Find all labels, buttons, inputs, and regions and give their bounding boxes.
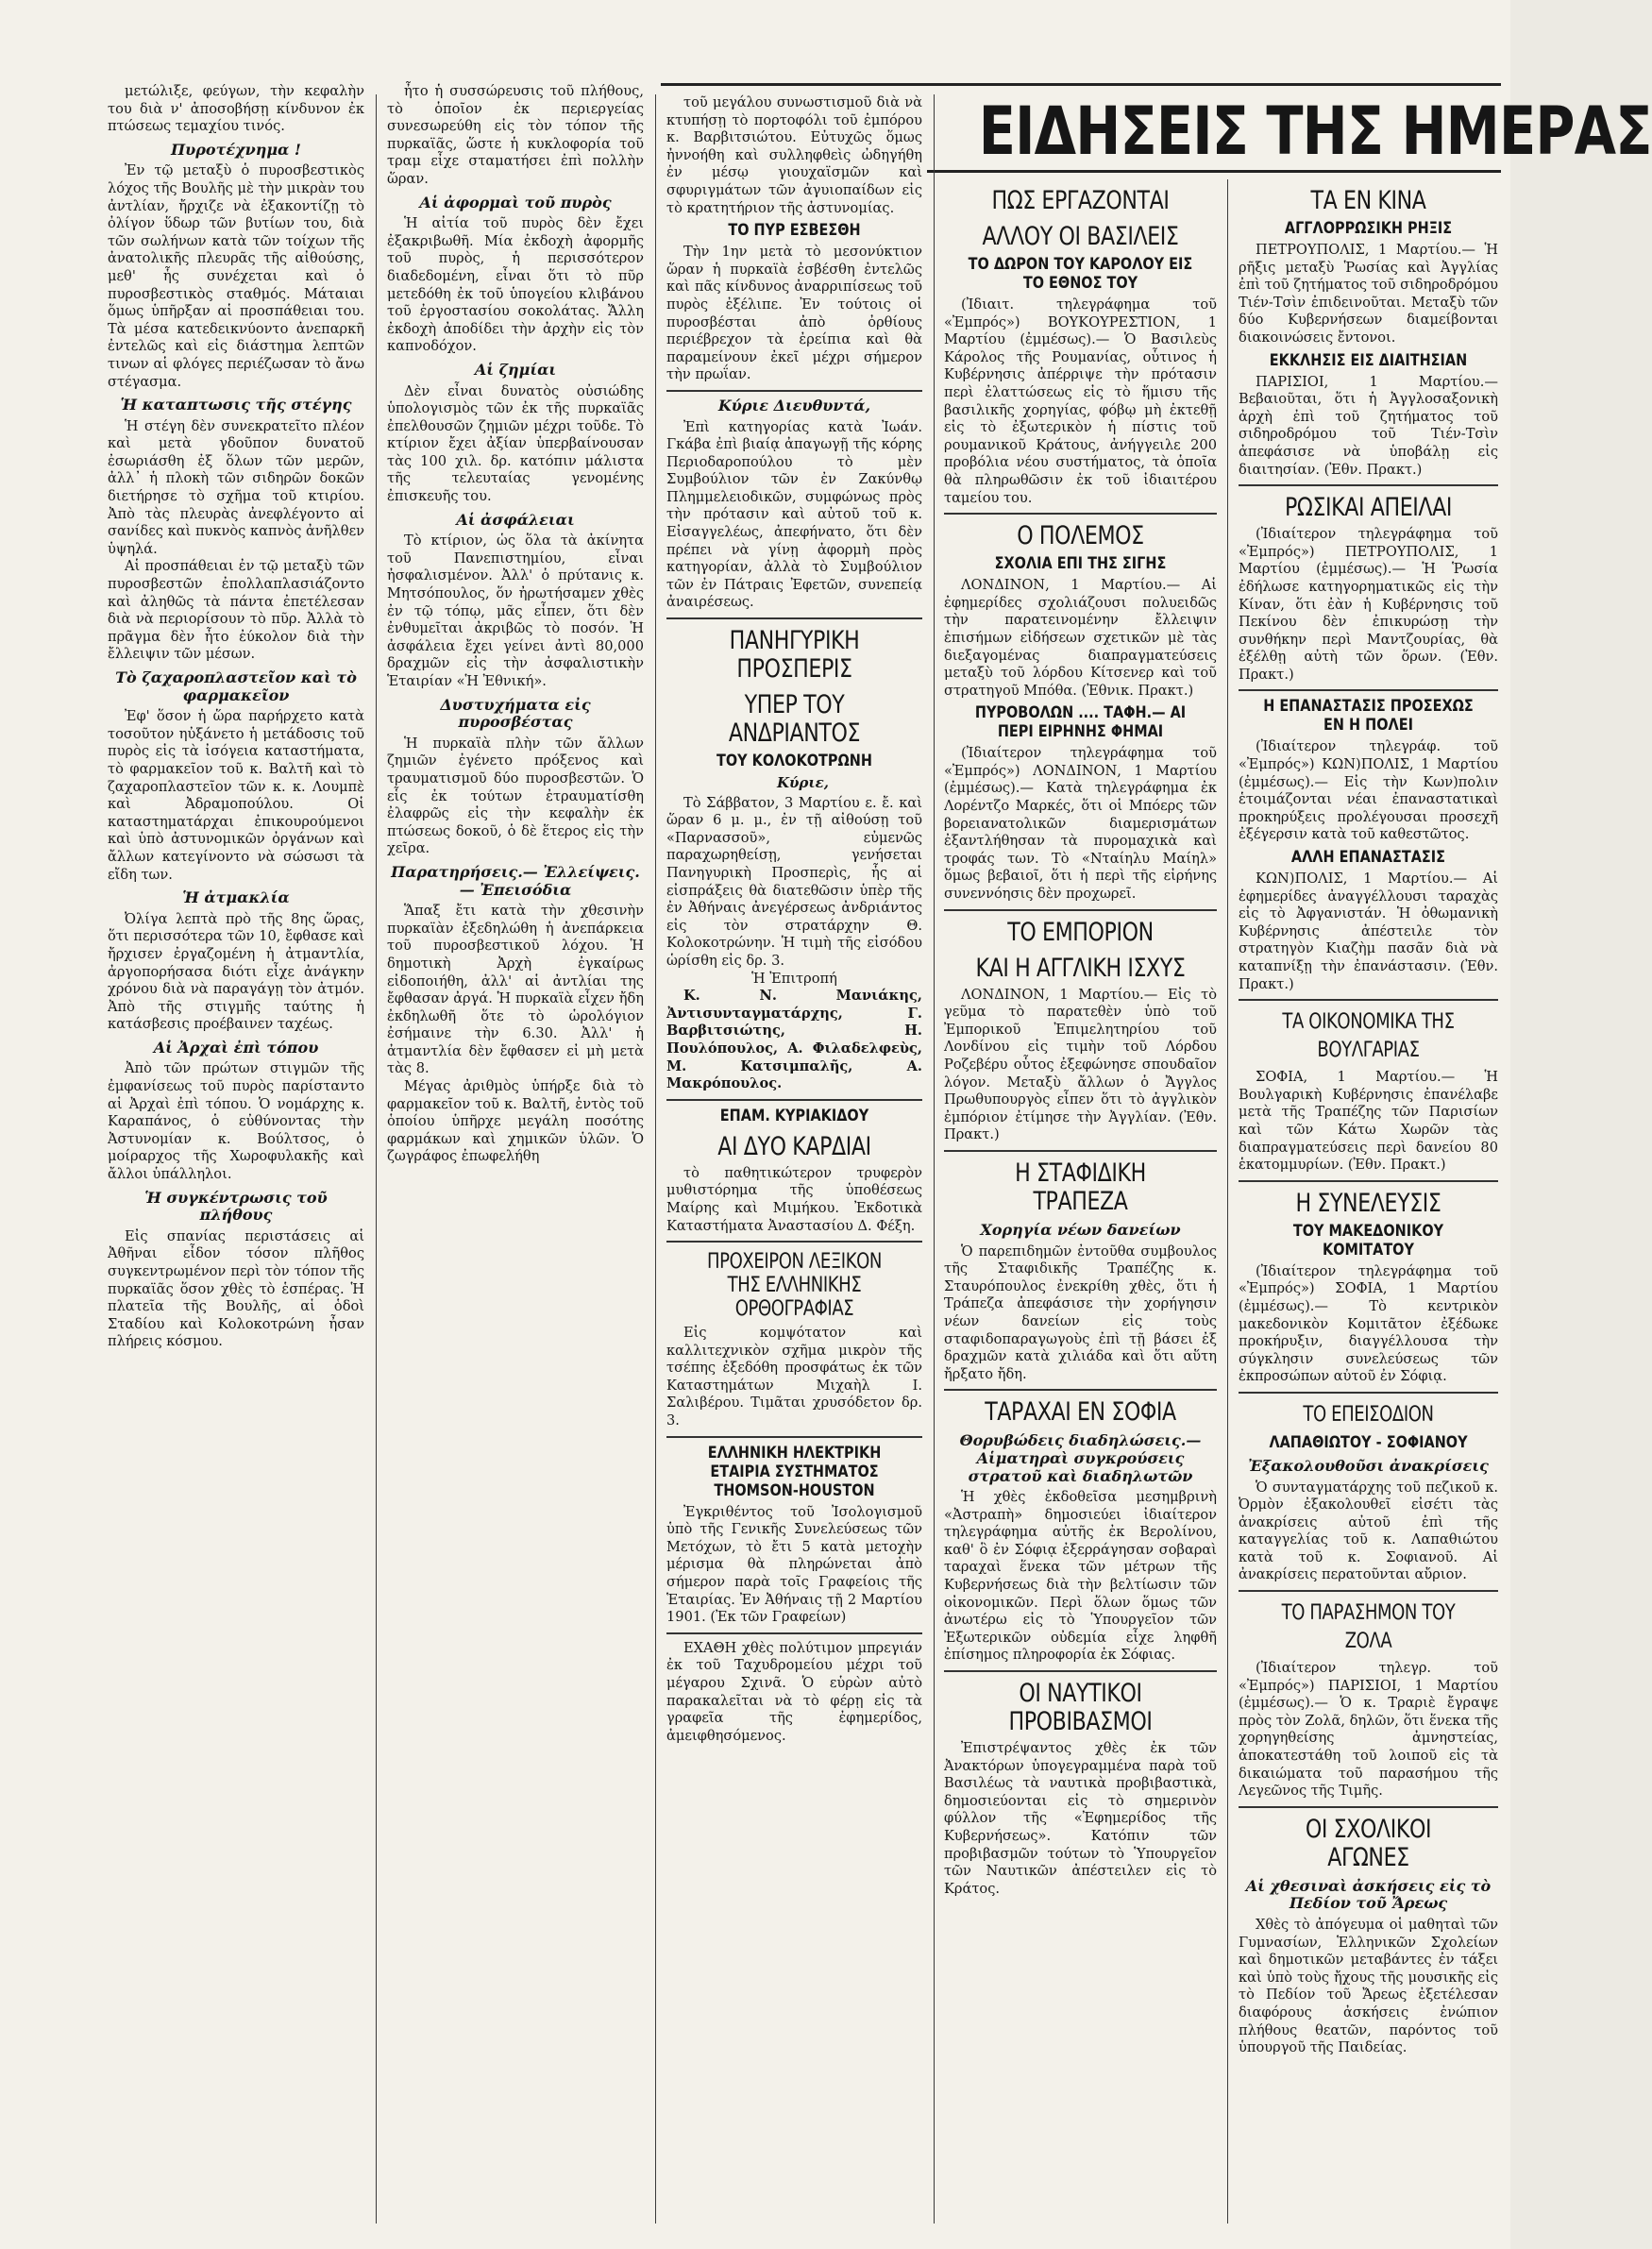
- article-text: Αἱ προσπάθειαι ἐν τῷ μεταξὺ τῶν πυροσβεστῶν ἐπολλαπλασιάζοντο καὶ ἀληθῶς τὰ πάντα ἐπετέλεσαν διὰ νὰ περιορίσουν τὸ πῦρ. Ἀλλὰ τὸ πρᾶγμα δὲν ἦτο ἐύκολον διὰ τὴν ἔλλειψιν τῶν μέσων.: [108, 558, 364, 663]
- news-heading: ΟΙ ΝΑΥΤΙΚΟΙ ΠΡΟΒΙΒΑΣΜΟΙ: [1008, 1679, 1153, 1737]
- news-text: Χθὲς τὸ ἀπόγευμα οἱ μαθηταὶ τῶν Γυμνασίων, Ἑλληνικῶν Σχολείων καὶ δημοτικῶν μεταβάντες ἐν τάξει καὶ ὑπὸ τοὺς ἤχους τῆς μουσικῆς εἰς τὸ Πεδίον τοῦ Ἄρεως ἐξετέλεσαν διαφόρους ἀσκήσεις ἐνώπιον πλήθους θεατῶν, παρόντος τοῦ ὑπουργοῦ τῆς Παιδείας.: [1239, 1917, 1498, 2056]
- article-text: Τὴν 1ην μετὰ τὸ μεσονύκτιον ὥραν ἡ πυρκαϊὰ ἐσβέσθη ἐντελῶς καὶ πᾶς κίνδυνος ἀναρριπίσεως τοῦ πυρὸς ἐξέλιπε. Ἐν τούτοις οἱ πυροσβέσται ἀπὸ ὀρθίους περιέβρεχον τὰ ἐρείπια καὶ θὰ παραμείνουν ἐκεῖ μέχρι σήμερον τὴν πρωΐαν.: [666, 244, 922, 383]
- article-text: ἦτο ἡ συσσώρευσις τοῦ πλήθους, τὸ ὁποῖον ἐκ περιεργείας συνεσωρεύθη εἰς τὸν τόπον τῆς πυρκαϊᾶς, ὥστε ἡ κυκλοφορία τοῦ τραμ εἶχε σταματήσει ἐπὶ πολλὴν ὥραν.: [387, 83, 644, 187]
- section-divider: [944, 1389, 1217, 1391]
- article-text: μετώλιξε, φεύγων, τὴν κεφαλὴν του διὰ ν' ἀποσοβήσῃ κίνδυνον ἐκ πτώσεως τεμαχίου τινός.: [108, 83, 364, 135]
- news-text: ΣΟΦΙΑ, 1 Μαρτίου.— Ἡ Βουλγαρικὴ Κυβέρνησις ἐπανέλαβε μετὰ τῆς Τραπέζης τῶν Παρισίων καὶ τῶν Κάτω Χωρῶν τὰς διαπραγματεύσεις περὶ δανείου 80 ἑκατομμυρίων. (Ἐθν. Πρακτ.): [1239, 1069, 1498, 1174]
- article-heading: Δυστυχήματα εἰς πυροσβέστας: [440, 695, 591, 732]
- news-heading: ΤΑ ΟΙΚΟΝΟΜΙΚΑ ΤΗΣ ΒΟΥΛΓΑΡΙΑΣ: [1282, 1010, 1455, 1063]
- article-heading: Ἡ ἀτμακλία: [182, 888, 290, 907]
- article-text: Ἐφ' ὅσον ἡ ὥρα παρήρχετο κατὰ τοσοῦτον ηὐξάνετο ἡ μετάδοσις τοῦ πυρὸς εἰς τὰ ἰσόγεια καταστήματα, τὸ φαρμακεῖον τοῦ κ. Βαλτῆ καὶ τὸ ζαχαροπλαστεῖον τῶν κ. κ. Λουμπὲ καὶ Ἀδραμοπούλου. Οἱ καταστηματάρχαι ἐπικουρούμενοι καὶ ὑπὸ ἀστυνομικῶν ὀργάνων καὶ ἄλλων κατεγίνοντο νὰ σώσωσι τὰ εἴδη των.: [108, 708, 364, 883]
- news-heading: ΑΛΛΗ ΕΠΑΝΑΣΤΑΣΙΣ: [1290, 848, 1446, 868]
- column-rule: [376, 94, 377, 2224]
- section-divider: [1239, 1392, 1498, 1394]
- column-2: [387, 83, 644, 2226]
- news-heading: Η ΕΠΑΝΑΣΤΑΣΙΣ ΠΡΟΣΕΧΩΣ ΕΝ Η ΠΟΛΕΙ: [1263, 697, 1474, 736]
- ad-text: Εἰς κομψότατον καὶ καλλιτεχνικὸν σχῆμα μικρὸν τῆς τσέπης ἐξεδόθη προσφάτως ἐκ τῶν Καταστημάτων Μιχαὴλ Ι. Σαλιβέρου. Τιμᾶται χρυσόδετον δρ. 3.: [666, 1325, 922, 1429]
- news-subheading: ΛΑΠΑΘΙΩΤΟΥ - ΣΟΦΙΑΝΟΥ: [1269, 1432, 1468, 1452]
- article-heading: Αἱ Ἀρχαὶ ἐπὶ τόπου: [153, 1038, 319, 1057]
- news-subheading: Χορηγία νέων δανείων: [980, 1220, 1181, 1239]
- news-text: (Ἰδιαίτερον τηλεγράφημα τοῦ «Ἐμπρός») ΛΟΝΔΙΝΟΝ, 1 Μαρτίου (ἐμμέσως).— Κατὰ τηλεγράφημα ἐκ Λορέντζο Μαρκές, ὅτι οἱ Μπόερς τῶν βορειανατολικῶν διαμερισμάτων ἐξαντλήθησαν τὰ πυρομαχικὰ καὶ τροφάς των. Τὸ «Νταίηλυ Μαίηλ» ὅμως βεβαιοῖ, ὅτι ἡ περὶ τῆς εἰρήνης συνεννόησις δὲν προχωρεῖ.: [944, 745, 1217, 903]
- news-text: (Ἰδιαίτερον τηλεγράφ. τοῦ «Ἐμπρός») ΚΩΝ)ΠΟΛΙΣ, 1 Μαρτίου (ἐμμέσως).— Εἰς τὴν Κων)πολιν ἑτοιμάζονται νέαι ἐπαναστατικαὶ προκηρύξεις προλέγουσαι προσεχῆ ἐξέγερσιν κατὰ τοῦ καθεστῶτος.: [1239, 738, 1498, 843]
- letter-heading: Κύριε Διευθυντά,: [717, 396, 871, 414]
- news-subheading: ΠΥΡΟΒΟΛΩΝ .... ΤΑΦΗ.— ΑΙ ΠΕΡΙ ΕΙΡΗΝΗΣ ΦΗΜΑΙ: [974, 703, 1187, 742]
- section-divider: [1239, 1806, 1498, 1808]
- section-divider: [1239, 689, 1498, 691]
- news-heading: ΤΑΡΑΧΑΙ ΕΝ ΣΟΦΙΑ: [985, 1397, 1176, 1428]
- column-3: [666, 94, 922, 2226]
- news-heading: ΤΟ ΕΠΕΙΣΟΔΙΟΝ: [1303, 1402, 1434, 1427]
- ad-text: τὸ παθητικώτερον τρυφερὸν μυθιστόρημα τῆς ὑποθέσεως Μαίρης καὶ Μιμήκου. Ἐκδοτικὰ Καταστήματα Ἀναστασίου Δ. Φέξη.: [666, 1164, 922, 1234]
- section-divider: [666, 617, 922, 619]
- article-text: ΕΧΑΘΗ χθὲς πολύτιμον μπρεγιάν ἐκ τοῦ Ταχυδρομείου μέχρι τοῦ μέγαρου Σχινᾶ. Ὁ εὑρὼν αὐτὸ παρακαλεῖται νὰ τὸ φέρῃ εἰς τὰ γραφεῖα τῆς ἐφημερίδος, ἀμειφθησόμενος.: [666, 1639, 922, 1744]
- news-heading: ΤΑ ΕΝ ΚΙΝΑ: [1310, 186, 1426, 215]
- column-4: [944, 179, 1217, 2226]
- article-text: Ἅπαξ ἔτι κατὰ τὴν χθεσινὴν πυρκαϊὰν ἐξεδηλώθη ἡ ἀνεπάρκεια τοῦ πυροσβεστικοῦ λόχου. Ἡ δημοτικὴ Ἀρχὴ ἐγκαίρως εἰδοποιήθη, ἀλλ' αἱ ἀντλίαι της ἔφθασαν ἀργά. Ἡ πυρκαϊὰ εἶχεν ἤδη ἐκδηλωθῆ ὅτε τὸ ὡρολόγιον ἐσήμαινε τὴν 6.30. Ἀλλ' ἡ ἀτμαντλία δὲν ἔφθασεν εἰ μὴ μετὰ τὰς 8.: [387, 903, 644, 1077]
- article-heading: Αἱ ζημίαι: [474, 360, 557, 379]
- column-rule: [1227, 179, 1228, 2224]
- news-text: ΛΟΝΔΙΝΟΝ, 1 Μαρτίου.— Αἱ ἐφημερίδες σχολιάζουσι πολυειδῶς τὴν παρατεινομένην ἔλλειψιν ἐπισήμων εἰδήσεων σχετικῶν μὲ τὰς διεξαγομένας διαπραγματεύσεις μεταξὺ τοῦ λόρδου Κίτσενερ καὶ τοῦ στρατηγοῦ Μπόθα. (Ἐθνικ. Πρακτ.): [944, 577, 1217, 699]
- news-heading: ΡΩΣΙΚΑΙ ΑΠΕΙΛΑΙ: [1284, 493, 1452, 523]
- news-text: Ἐπιστρέψαντος χθὲς ἐκ τῶν Ἀνακτόρων ὑπογεγραμμένα παρὰ τοῦ Βασιλέως τὰ ναυτικὰ προβιβαστικὰ, δημοσιεύονται εἰς τὸ σημερινὸν φύλλον τῆς «Ἐφημερίδος τῆς Κυβερνήσεως». Κατόπιν τῶν προβιβασμῶν τούτων τὸ Ὑπουργεῖον τῶν Ναυτικῶν ἀπέστειλεν εἰς τὸ Κράτος.: [944, 1740, 1217, 1897]
- section-divider: [666, 1632, 922, 1634]
- article-heading: Πυροτέχνημα !: [171, 140, 301, 159]
- ad-title: ΠΡΟΧΕΙΡΟΝ ΛΕΞΙΚΟΝ ΤΗΣ ΕΛΛΗΝΙΚΗΣ ΟΡΘΟΓΡΑΦΙΑΣ: [706, 1250, 883, 1322]
- news-text: (Ἰδιαίτερον τηλεγρ. τοῦ «Ἐμπρός») ΠΑΡΙΣΙΟΙ, 1 Μαρτίου (ἐμμέσως).— Ὁ κ. Τραριὲ ἔγραψε πρὸς τὸν Ζολᾶ, δηλῶν, ὅτι ἕνεκα τῆς χορηγηθείσης ἀμνηστείας, ἀποκατεστάθη τοῦ λοιποῦ εἰς τὰ δικαιώματα τοῦ παρασήμου τῆς Λεγεῶνος τῆς Τιμῆς.: [1239, 1660, 1498, 1800]
- section-divider: [944, 513, 1217, 515]
- news-heading: ΤΟ ΕΜΠΟΡΙΟΝ: [1007, 917, 1154, 947]
- article-text: Εἰς σπανίας περιστάσεις αἱ Ἀθῆναι εἶδον τόσον πλῆθος συγκεντρωμένον περὶ τὸν τόπον τῆς πυρκαϊᾶς ὅσον χθὲς τὸ ἑσπέρας. Ἡ πλατεῖα τῆς Βουλῆς, αἱ ὁδοὶ Σταδίου καὶ Κολοκοτρώνη ἦσαν πλήρεις κόσμου.: [108, 1227, 364, 1350]
- news-subheading: ΤΟ ΔΩΡΟΝ ΤΟΥ ΚΑΡΟΛΟΥ ΕΙΣ ΤΟ ΕΘΝΟΣ ΤΟΥ: [968, 255, 1193, 293]
- news-text: ΚΩΝ)ΠΟΛΙΣ, 1 Μαρτίου.— Αἱ ἐφημερίδες ἀναγγέλλουσι ταραχὰς εἰς τὸ Ἀφγανιστάν. Ἡ ὀθωμανικὴ Κυβέρνησις ἀπέστειλε τὸν στρατηγὸν Κιαζὴμ πασᾶν διὰ νὰ καταπνίξῃ τὴν ἐπανάστασιν. (Ἐθν. Πρακτ.): [1239, 871, 1498, 992]
- article-text: Κ. Ν. Μανιάκης, Ἀντισυνταγματάρχης, Γ. Βαρβιτσιώτης, Η. Πουλόπουλος, Α. Φιλαδελφεὺς, Μ. Κατσιμπαλῆς, Α. Μακρόπουλος.: [666, 988, 922, 1092]
- news-text: ΠΕΤΡΟΥΠΟΛΙΣ, 1 Μαρτίου.— Ἡ ρῆξις μεταξὺ Ῥωσίας καὶ Ἀγγλίας ἐπὶ τοῦ ζητήματος τοῦ σιδηροδρόμου Τιέν-Τσὶν ἐπιδεινοῦται. Μεταξὺ τῶν δύο Κυβερνήσεων διαμείβονται διακοινώσεις ἔντονοι.: [1239, 242, 1498, 346]
- article-text: Ἡ στέγη δὲν συνεκρατεῖτο πλέον καὶ μετὰ γδοῦπον δυνατοῦ ἐσωριάσθη ἐξ ὅλων τῶν μερῶν, ἀλλ᾽ ἡ πλοκὴ τῶν σιδηρῶν δοκῶν διετήρησε τὸ σχῆμα τοῦ κτιρίου. Ἀπὸ τὰς πλευρὰς ἀνεφλέγοντο αἱ σανίδες καὶ πυκνὸς καπνὸς ἀνῆλθεν ὑψηλά.: [108, 417, 364, 557]
- article-text: Ἐπὶ κατηγορίας κατὰ Ἰωάν. Γκάβα ἐπὶ βιαίᾳ ἀπαγωγῇ τῆς κόρης Περιοδαροπούλου τὸ μὲν Συμβούλιον τῶν ἐν Ζακύνθῳ Πλημμελειοδικῶν, συμφώνως πρὸς τὴν πρότασιν καὶ αὐτοῦ τοῦ κ. Εἰσαγγελέως, ἀπεφήνατο, ὅτι δὲν πρέπει νὰ γίνῃ ἀφορμὴ πρὸς κατηγορίαν, ἀλλὰ τὸ Συμβούλιον τῶν ἐν Πάτραις Ἐφετῶν, συνεπείᾳ ἀναιρέσεως.: [666, 418, 922, 611]
- column-rule: [934, 94, 935, 2224]
- announcement-heading: ΥΠΕΡ ΤΟΥ ΑΝΔΡΙΑΝΤΟΣ: [728, 690, 861, 749]
- article-text: Μέγας ἀριθμὸς ὑπήρξε διὰ τὸ φαρμακεῖον τοῦ κ. Βαλτῆ, ἐντὸς τοῦ ὁποίου ὑπῆρχε μεγάλη ποσότης φαρμάκων καὶ χημικῶν ὑλῶν. Ὁ ζωγράφος ἐπωφελήθη: [387, 1078, 644, 1165]
- news-subheading: ΑΓΓΛΟΡΡΩΣΙΚΗ ΡΗΞΙΣ: [1284, 219, 1453, 238]
- news-text: ΛΟΝΔΙΝΟΝ, 1 Μαρτίου.— Εἰς τὸ γεῦμα τὸ παρατεθὲν ὑπὸ τοῦ Ἐμπορικοῦ Ἐπιμελητηρίου τοῦ Λονδίνου εἰς τιμὴν τοῦ Λόρδου Ροζεβέρυ οὗτος ἐξεφώνησε σπουδαῖον λόγον. Μεταξὺ ἄλλων ὁ Ἄγγλος Πρωθυπουργὸς εἶπεν ὅτι τὸ ἀγγλικὸν ἐμπόριον ἐτίμησε τὴν Ἀγγλίαν. (Ἐθν. Πρακτ.): [944, 986, 1217, 1143]
- article-text: Ὀλίγα λεπτὰ πρὸ τῆς 8ης ὥρας, ὅτι περισσότερα τῶν 10, ἔφθασε καὶ ἤρχισεν ἐργαζομένη ἡ ἀτμαντλία, ἀργοπορήσασα διότι εἶχε ἀνάγκην χρόνου διὰ νὰ παραγάγῃ τὸν ἀτμόν. Ἀπὸ τῆς στιγμῆς ταύτης ἡ κατάσβεσις προέβαινεν ταχέως.: [108, 910, 364, 1033]
- signature-label: Ἡ Ἐπιτροπή: [751, 970, 837, 987]
- article-heading: Τὸ ζαχαροπλαστεῖον καὶ τὸ φαρμακεῖον: [115, 668, 357, 704]
- announcement-subheading: ΤΟΥ ΚΟΛΟΚΟΤΡΩΝΗ: [716, 752, 872, 771]
- column-5: [1239, 179, 1498, 2226]
- salutation: Κύριε,: [776, 774, 830, 792]
- article-text: Τὸ κτίριον, ὡς ὅλα τὰ ἀκίνητα τοῦ Πανεπιστημίου, εἶναι ἠσφαλισμένον. Ἀλλ' ὁ πρύτανις κ. Μητσόπουλος, ὅν ἠρωτήσαμεν χθὲς ἐν τῷ τόπῳ, μᾶς εἶπεν, ὅτι δὲν ἐνθυμεῖται ἀκριβῶς τὸ ποσόν. Ἡ ἀσφάλεια ἔχει γείνει ἀντὶ 80,000 δραχμῶν εἰς τὴν ἀσφαλιστικὴν Ἑταιρίαν «Ἡ Ἐθνική».: [387, 533, 644, 689]
- masthead-title: ΕΙΔΗΣΕΙΣ ΤΗΣ ΗΜΕΡΑΣ: [978, 93, 1652, 170]
- article-text: Ἡ αἰτία τοῦ πυρὸς δὲν ἔχει ἐξακριβωθῆ. Μία ἐκδοχὴ ἀφορμῆς τοῦ πυρὸς, ἡ περισσότερον διαδεδομένη, εἶναι ὅτι τὸ πῦρ μετεδόθη ἐκ τοῦ ὑπογείου κλιβάνου τοῦ ἐργοστασίου σοκολάτας. Ἄλλη ἐκδοχὴ ἀποδίδει τὴν ἀρχὴν εἰς τὸν καπνοδόχον.: [387, 215, 644, 355]
- news-subheading: Ἐξακολουθοῦσι ἀνακρίσεις: [1248, 1456, 1489, 1475]
- news-heading: ΑΛΛΟΥ ΟΙ ΒΑΣΙΛΕΙΣ: [982, 222, 1179, 251]
- news-text: Ἡ χθὲς ἐκδοθεῖσα μεσημβρινὴ «Ἀστραπὴ» δημοσιεύει ἰδιαίτερον τηλεγράφημα αὐτῆς ἐκ Βερολίνου, καθ' ὃ ἐν Σόφιᾳ ἐξερράγησαν σοβαραὶ ταραχαὶ ἕνεκα τῶν μέτρων τῆς Κυβερνήσεως διὰ τὴν βελτίωσιν τῶν οἰκονομικῶν. Περὶ ὅλων ὅμως τῶν ἀνωτέρω εἰς τὸ Ὑπουργεῖον τῶν Ἐξωτερικῶν οὐδεμία εἶχε ληφθῆ ἐπίσημος πληροφορία ἐκ Σόφιας.: [944, 1489, 1217, 1664]
- article-heading: Αἱ ἀφορμαὶ τοῦ πυρὸς: [419, 193, 612, 211]
- article-heading: Ἡ καταπτωσις τῆς στέγης: [120, 396, 352, 414]
- section-divider: [944, 1670, 1217, 1672]
- article-text: Ἐν τῷ μεταξὺ ὁ πυροσβεστικὸς λόχος τῆς Βουλῆς μὲ τὴν μικρὰν του ἀντλίαν, ἤρχιζε νὰ ἐξακοντίζῃ τὸ ὀλίγον ὕδωρ τῶν βυτίων του, διὰ τῶν σωλήνων κατὰ τῶν τοίχων τῆς ἀνατολικῆς πλευρᾶς τῆς αἰθούσης, μεθ' ἧς συνέχεται καὶ ὁ πυροσβεστικὸς σταθμός. Μάταιαι ὅμως ὑπῆρξαν αἱ προσπάθειαι του. Τὰ μέσα κατεδεικνύοντο ἀνεπαρκῆ ἐντελῶς καὶ εἰς διάστημα λεπτῶν τινων αἱ φλόγες περιέζωσαν τὸ ἄνω στέγασμα.: [108, 162, 364, 390]
- article-text: Δὲν εἶναι δυνατὸς οὐσιώδης ὑπολογισμὸς τῶν ἐκ τῆς πυρκαϊᾶς ἐπελθουσῶν ζημιῶν μέχρι τοῦδε. Τὸ κτίριον ἔχει ἀξίαν ὑπερβαίνουσαν τὰς 100 χιλ. δρ. κατόπιν μάλιστα τῆς τελευταίας γενομένης ἐπισκευῆς του.: [387, 382, 644, 505]
- news-subheading: Αἱ χθεσιναὶ ἀσκήσεις εἰς τὸ Πεδίον τοῦ Ἄρεως: [1245, 1876, 1492, 1913]
- section-divider: [666, 1099, 922, 1101]
- section-divider: [944, 909, 1217, 911]
- news-text: Ὁ συνταγματάρχης τοῦ πεζικοῦ κ. Ὀρμὸν ἐξακολουθεῖ εἰσέτι τὰς ἀνακρίσεις αὐτοῦ ἐπὶ τῆς καταγγελίας τοῦ κ. Λαπαθιώτου κατὰ τοῦ κ. Σοφιανοῦ. Αἱ ἀνακρίσεις περατοῦνται αὔριον.: [1239, 1479, 1498, 1583]
- ad-text: Ἐγκριθέντος τοῦ Ἰσολογισμοῦ ὑπὸ τῆς Γενικῆς Συνελεύσεως τῶν Μετόχων, τὸ ἔτι 5 κατὰ μετοχὴν μέρισμα θὰ πληρώνεται ἀπὸ σήμερον παρὰ τοῖς Γραφείοις τῆς Ἑταιρίας. Ἐν Ἀθήναις τῇ 2 Μαρτίου 1901. (Ἐκ τῶν Γραφείων): [666, 1503, 922, 1626]
- announcement-heading: ΠΑΝΗΓΥΡΙΚΗ ΠΡΟΣΠΕΡΙΣ: [729, 626, 860, 685]
- news-text: (Ἰδιαίτερον τηλεγράφημα τοῦ «Ἐμπρός») ΠΕΤΡΟΥΠΟΛΙΣ, 1 Μαρτίου (ἐμμέσως).— Ἡ Ῥωσία ἐδήλωσε κατηγορηματικῶς εἰς τὴν Κίναν, ὅτι ἐὰν ἡ Κυβέρνησις τοῦ Πεκίνου δὲν ἐπικυρώσῃ τὴν συνθήκην περὶ Μαντζουρίας, θὰ ἐξέλθῃ αὐτὴ τῶν ὅρων. (Ἐθν. Πρακτ.): [1239, 526, 1498, 683]
- section-divider: [1239, 484, 1498, 486]
- masthead-rule: [927, 170, 1501, 173]
- article-heading: Αἱ ἀσφάλειαι: [456, 510, 575, 529]
- column-1: [108, 83, 364, 2226]
- news-heading: ΚΑΙ Η ΑΓΓΛΙΚΗ ΙΣΧΥΣ: [975, 953, 1186, 983]
- article-text: Ἡ πυρκαϊὰ πλὴν τῶν ἄλλων ζημιῶν ἐγένετο πρόξενος καὶ τραυματισμοῦ δύο πυροσβεστῶν. Ὁ εἷς ἐκ τούτων ἐτραυματίσθη ἐλαφρῶς εἰς τὴν κεφαλὴν ἐκ πτώσεως δοκοῦ, ὁ δὲ ἕτερος εἰς τὴν χεῖρα.: [387, 735, 644, 857]
- article-text: τοῦ μεγάλου συνωστισμοῦ διὰ νὰ κτυπήσῃ τὸ πορτοφόλι τοῦ ἐμπόρου κ. Βαρβιτσιώτου. Εὐτυχῶς ὅμως ἠννοήθη καὶ συλληφθεὶς ὠδηγήθη ἐν μέσῳ γιουχαϊσμῶν καὶ σφυριγμάτων τῶν ἀγυιοπαίδων εἰς τὸ κρατητήριον τῆς ἀστυνομίας.: [666, 94, 922, 216]
- section-divider: [944, 1150, 1217, 1152]
- news-heading: Η ΣΤΑΦΙΔΙΚΗ ΤΡΑΠΕΖΑ: [1015, 1158, 1146, 1216]
- article-heading: Ἡ συγκέντρωσις τοῦ πλήθους: [144, 1188, 328, 1225]
- section-divider: [1239, 999, 1498, 1001]
- ad-title: ΕΛΛΗΝΙΚΗ ΗΛΕΚΤΡΙΚΗ ΕΤΑΙΡΙΑ ΣΥΣΤΗΜΑΤΟΣ THOMSON-HOUSTON: [707, 1443, 882, 1500]
- news-heading: ΟΙ ΣΧΟΛΙΚΟΙ ΑΓΩΝΕΣ: [1305, 1814, 1432, 1872]
- article-heading: Παρατηρήσεις.— Ἐλλείψεις.— Ἐπεισόδια: [391, 862, 640, 899]
- news-heading: ΠΩΣ ΕΡΓΑΖΟΝΤΑΙ: [991, 186, 1170, 215]
- news-subheading: ΣΧΟΛΙΑ ΕΠΙ ΤΗΣ ΣΙΓΗΣ: [994, 554, 1167, 574]
- article-heading: ΤΟ ΠΥΡ ΕΣΒΕΣΘΗ: [728, 221, 861, 241]
- news-text: Ὁ παρεπιδημῶν ἐντοῦθα συμβουλος τῆς Σταφιδικῆς Τραπέζης κ. Σταυρόπουλος ἐνεκρίθη χθὲς, ὅτι ἡ Τράπεζα ἀπεφάσισε τὴν χορήγησιν νέων δανείων εἰς τοὺς σταφιδοπαραγωγοὺς ἐπὶ τῇ βάσει ἐξ δραχμῶν κατὰ χιλιάδα καὶ ὅτι αὕτη ἤρξατο ἤδη.: [944, 1243, 1217, 1382]
- news-heading: Η ΣΥΝΕΛΕΥΣΙΣ: [1295, 1188, 1441, 1218]
- section-divider: [666, 1436, 922, 1438]
- news-text: ΠΑΡΙΣΙΟΙ, 1 Μαρτίου.— Βεβαιοῦται, ὅτι ἡ Ἀγγλοσαξονικὴ ἀρχὴ ἐπὶ τοῦ ζητήματος τοῦ σιδηροδρόμου τοῦ Τιέν-Τσὶν ἀπεφάσισε νὰ ὑποβάλῃ εἰς διαιτησίαν. (Ἐθν. Πρακτ.): [1239, 373, 1498, 478]
- news-subheading: Θορυβώδεις διαδηλώσεις.— Αἱματηραὶ συγκρούσεις στρατοῦ καὶ διαδηλωτῶν: [959, 1431, 1202, 1485]
- news-heading: Ο ΠΟΛΕΜΟΣ: [1017, 521, 1144, 551]
- ad-title: ΑΙ ΔΥΟ ΚΑΡΔΙΑΙ: [717, 1131, 871, 1161]
- section-divider: [1239, 1590, 1498, 1592]
- news-text: (Ἰδιαίτερον τηλεγράφημα τοῦ «Ἐμπρός») ΣΟΦΙΑ, 1 Μαρτίου (ἐμμέσως).— Τὸ κεντρικὸν μακεδονικὸν Κομιτᾶτον ἐξέδωκε προκήρυξιν, διαγγέλλουσα τὴν σύγκλησιν συνελεύσεως τῶν ἐκπροσώπων αὐτοῦ ἐν Σόφιᾳ.: [1239, 1262, 1498, 1385]
- ad-author: ΕΠΑΜ. ΚΥΡΙΑΚΙΔΟΥ: [719, 1106, 869, 1125]
- news-text: (Ἰδιαιτ. τηλεγράφημα τοῦ «Ἐμπρός») ΒΟΥΚΟΥΡΕΣΤΙΟΝ, 1 Μαρτίου (ἐμμέσως).— Ὁ Βασιλεὺς Κάρολος τῆς Ρουμανίας, οὗτινος ἡ Κυβέρνησις ἀπέρριψε τὴν πρότασιν περὶ ἐλαττώσεως εἰς τὸ ἥμισυ τῆς βασιλικῆς χορηγίας, φόβῳ μὴ ἐκτεθῇ εἰς τὸ ἐξωτερικὸν ἡ πίστις τοῦ ρουμανικοῦ Κράτους, ἀνήγγειλε 200 προβόλια νέου συστήματος, τὰ ὁποῖα θὰ πληρωθῶσιν ἐκ τοῦ ἰδιαιτέρου ταμείου του.: [944, 296, 1217, 506]
- news-subheading: ΕΚΚΛΗΣΙΣ ΕΙΣ ΔΙΑΙΤΗΣΙΑΝ: [1269, 350, 1468, 370]
- article-text: Ἀπὸ τῶν πρώτων στιγμῶν τῆς ἐμφανίσεως τοῦ πυρὸς παρίσταντο αἱ Ἀρχαὶ ἐπὶ τόπου. Ὁ νομάρχης κ. Καραπάνος, ὁ εὐθύνοντας τὴν Ἀστυνομίαν κ. Βούλτσος, ὁ μοίραρχος τῆς Χωροφυλακῆς καὶ ἄλλοι ὑπάλληλοι.: [108, 1060, 364, 1183]
- news-heading: ΤΟ ΠΑΡΑΣΗΜΟΝ ΤΟΥ ΖΟΛΑ: [1281, 1601, 1456, 1654]
- article-text: Τὸ Σάββατον, 3 Μαρτίου ε. ἔ. καὶ ὥραν 6 μ. μ., ἐν τῇ αἰθούσῃ τοῦ «Παρνασσοῦ», εὐμενῶς παραχωρηθείσῃ, γενήσεται Πανηγυρικὴ Προσπερὶς, ἧς αἱ εἰσπράξεις θὰ διατεθῶσιν ὑπὲρ τῆς ἐν Ἀθήναις ἀνεγέρσεως ἀνδριάντος εἰς τὸν στρατάρχην Θ. Κολοκοτρώνην. Ἡ τιμὴ τῆς εἰσόδου ὡρίσθη εἰς δρ. 3.: [666, 794, 922, 969]
- section-divider: [666, 390, 922, 392]
- column-rule: [655, 94, 656, 2224]
- news-subheading: ΤΟΥ ΜΑΚΕΔΟΝΙΚΟΥ ΚΟΜΙΤΑΤΟΥ: [1292, 1221, 1444, 1260]
- top-rule: [661, 83, 1501, 86]
- section-divider: [1239, 1180, 1498, 1182]
- section-divider: [666, 1241, 922, 1243]
